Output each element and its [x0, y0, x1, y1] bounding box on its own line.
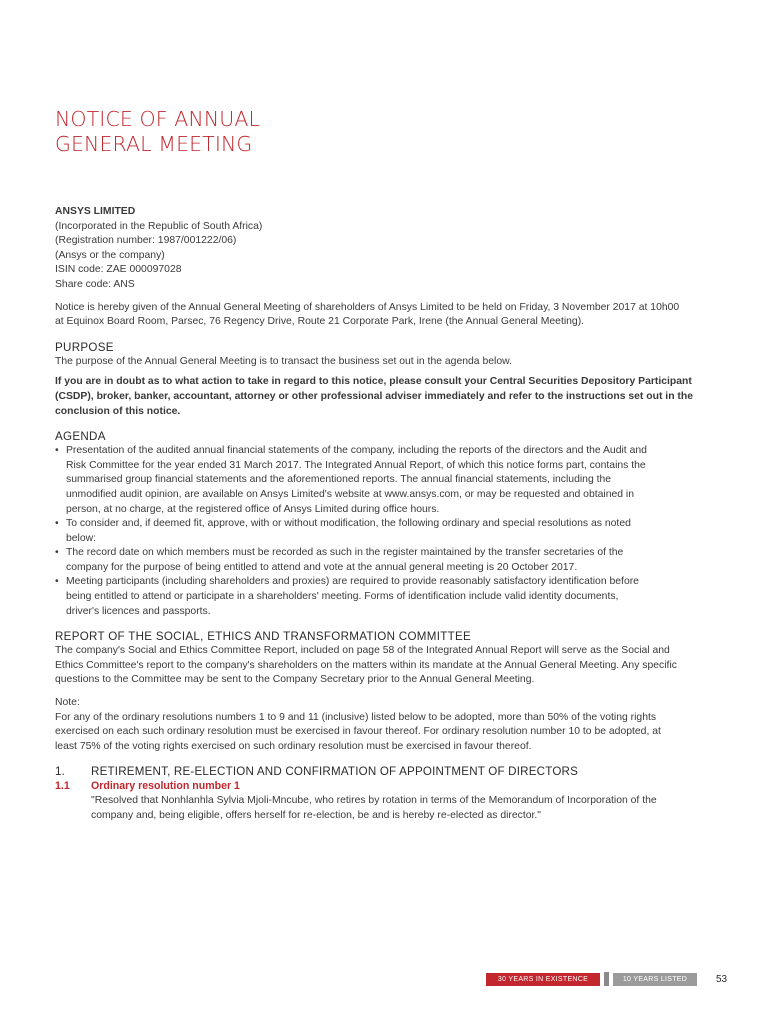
agenda-heading: AGENDA [55, 430, 106, 444]
agenda-item [55, 517, 715, 546]
resolution-text [55, 794, 715, 823]
company-detail-line: ISIN code: ZAE 000097028 [55, 264, 182, 276]
warning-line: (CSDP), broker, banker, accountant, attorney or other professional adviser immediately and refer to the instructions set out in the [55, 390, 694, 402]
agenda-line: company for the purpose of being entitled to attend and vote at the annual general meeting is 20 October 2017. [66, 561, 578, 573]
agenda-line: Risk Committee for the year ended 31 March 2017. The Integrated Annual Report, of which this notice forms part, contains the [66, 459, 646, 471]
agenda-line: being entitled to attend or participate in a shareholders' meeting. Forms of identification include valid identity documents, [66, 591, 619, 603]
notice-line: Notice is hereby given of the Annual General Meeting of shareholders of Ansys Limited to be held on Friday, 3 November 2017 at 10h00 [55, 301, 680, 313]
company-detail-line: (Ansys or the company) [55, 249, 165, 261]
warning-line: If you are in doubt as to what action to take in regard to this notice, please consult your Central Securities Depository Participant [55, 376, 692, 388]
notice-paragraph [55, 301, 715, 330]
resolution-line: "Resolved that Nonhlanhla Sylvia Mjoli-Mncube, who retires by rotation in terms of the Memorandum of Incorporation of the [91, 795, 657, 807]
page-footer [486, 972, 727, 986]
resolution-line: company and, being eligible, offers herself for re-election, be and is hereby re-elected as director." [91, 810, 541, 821]
footer-separator [604, 972, 609, 986]
agenda-line: below: [66, 532, 97, 544]
agenda-line: driver's licences and passports. [66, 605, 211, 617]
notice-line: at Equinox Board Room, Parsec, 76 Regency Drive, Route 21 Corporate Park, Irene (the Annual General Meeting). [55, 316, 585, 328]
report-line: Ethics Committee's report to the company's shareholders on the matters within its mandate at the Annual General Meeting. Any specific [55, 659, 677, 671]
page-title-line-1: NOTICE OF ANNUAL [55, 107, 261, 131]
report-paragraph [55, 644, 715, 688]
subsection-1-1-heading [55, 779, 715, 794]
agenda-line: • To consider and, if deemed fit, approve, with or without modification, the following ordinary and special resolutions as noted [66, 518, 631, 530]
note-line: least 75% of the voting rights exercised on such ordinary resolution must be exercised in favour thereof. [55, 740, 532, 752]
years-in-existence-badge: 30 YEARS IN EXISTENCE [486, 973, 600, 986]
section-title: RETIREMENT, RE-ELECTION AND CONFIRMATION OF APPOINTMENT OF DIRECTORS [91, 765, 579, 779]
purpose-warning [55, 375, 715, 419]
agenda-line: summarised group financial statements and the aforementioned reports. The annual financial statements, including the [66, 474, 612, 486]
page-title-line-2: GENERAL MEETING [55, 132, 253, 156]
agenda-line: person, at no charge, at the registered office of Ansys Limited during office hours. [66, 503, 440, 515]
purpose-heading: PURPOSE [55, 340, 114, 354]
note-paragraph [55, 711, 715, 755]
agenda-line: • Presentation of the audited annual financial statements of the company, including the reports of the directors and the Audit and [66, 445, 647, 457]
company-name: ANSYS LIMITED [55, 206, 136, 217]
note-label: Note: [55, 697, 80, 709]
company-detail-line: (Incorporated in the Republic of South Africa) [55, 220, 263, 232]
page-title [55, 107, 260, 157]
document-body [55, 205, 715, 824]
subsection-title: Ordinary resolution number 1 [91, 780, 240, 793]
agenda-line: • Meeting participants (including shareholders and proxies) are required to provide reasonably satisfactory identification before [66, 576, 639, 588]
page-number: 53 [716, 973, 728, 985]
section-number: 1. [55, 765, 66, 779]
years-listed-badge: 10 YEARS LISTED [613, 973, 697, 986]
company-details [55, 205, 715, 293]
report-line: questions to the Committee may be sent to the Company Secretary prior to the Annual General Meeting. [55, 674, 535, 686]
agenda-item [55, 444, 715, 517]
note-line: For any of the ordinary resolutions numbers 1 to 9 and 11 (inclusive) listed below to be adopted, more than 50% of the voting rights [55, 711, 657, 723]
agenda-list [55, 444, 715, 619]
company-detail-line: (Registration number: 1987/001222/06) [55, 235, 237, 247]
agenda-item [55, 575, 715, 619]
section-1-heading [55, 764, 715, 779]
company-detail-line: Share code: ANS [55, 278, 135, 290]
report-heading: REPORT OF THE SOCIAL, ETHICS AND TRANSFORMATION COMMITTEE [55, 630, 472, 644]
report-line: The company's Social and Ethics Committee Report, included on page 58 of the Integrated Annual Report will serve as the Social and [55, 645, 670, 657]
agenda-item [55, 546, 715, 575]
warning-line: conclusion of this notice. [55, 405, 181, 417]
purpose-text: The purpose of the Annual General Meeting is to transact the business set out in the agenda below. [55, 355, 512, 367]
note-line: exercised on each such ordinary resolution must be exercised in favour thereof. For ordinary resolution number 10 to be adopted, at [55, 726, 661, 738]
agenda-line: unmodified audit opinion, are available on Ansys Limited's website at www.ansys.com, or may be requested and obtained in [66, 488, 635, 500]
subsection-number: 1.1 [55, 780, 70, 793]
agenda-line: • The record date on which members must be recorded as such in the register maintained by the transfer secretaries of the [66, 547, 624, 559]
